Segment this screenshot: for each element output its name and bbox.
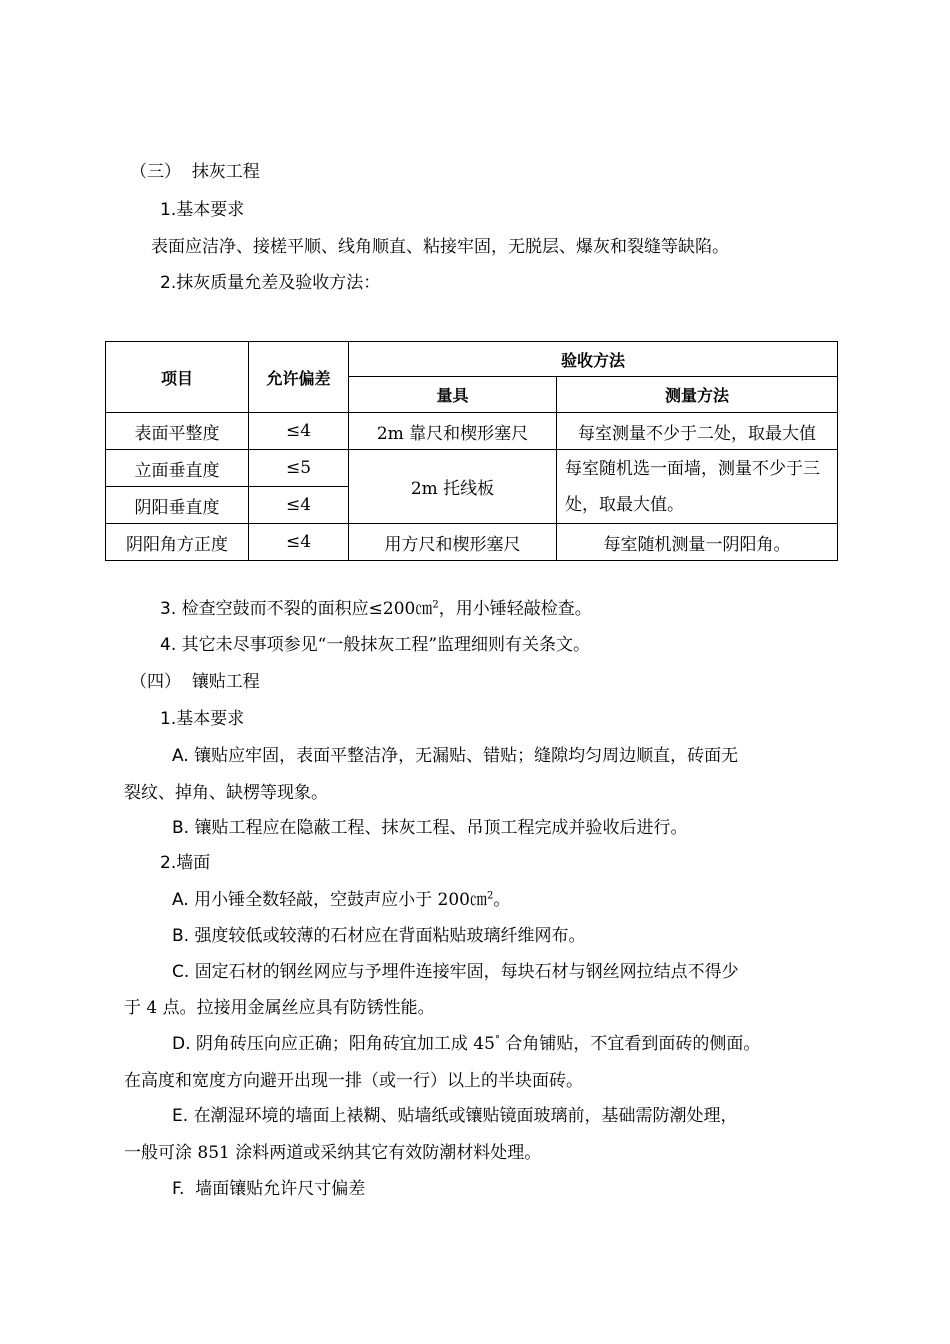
cell-tool: 2m 托线板 — [349, 450, 557, 524]
cell-measure: 每室随机测量一阴阳角。 — [557, 524, 838, 561]
item-label: F. — [172, 1179, 185, 1199]
header-measure: 测量方法 — [557, 377, 838, 413]
paragraph-continuation: 在高度和宽度方向避开出现一排（或一行）以上的半块面砖。 — [124, 1071, 583, 1091]
list-item — [172, 889, 510, 911]
item-label: E. — [172, 1106, 189, 1126]
list-item — [160, 199, 244, 221]
table-header-row — [106, 342, 838, 377]
table-row — [106, 413, 838, 450]
item-text: 基本要求 — [176, 200, 245, 220]
section-heading-plastering — [130, 161, 260, 183]
list-item — [172, 817, 687, 839]
paragraph-continuation: 裂纹、掉角、缺楞等现象。 — [124, 783, 328, 803]
list-item — [172, 961, 739, 983]
section-number: （四） — [130, 672, 181, 692]
list-item — [172, 745, 738, 767]
item-text: 抹灰质量允差及验收方法： — [176, 273, 381, 293]
list-item — [160, 634, 590, 656]
paragraph: 表面应洁净、接槎平顺、线角顺直、粘接牢固，无脱层、爆灰和裂缝等缺陷。 — [151, 237, 729, 257]
item-text: 在潮湿环境的墙面上裱糊、贴墙纸或镶贴镜面玻璃前，基础需防潮处理， — [193, 1106, 738, 1126]
section-title: 镶贴工程 — [191, 672, 260, 692]
plastering-tolerance-table — [105, 341, 838, 561]
section-title: 抹灰工程 — [191, 162, 260, 182]
cell-tolerance: ≤5 — [249, 450, 349, 487]
item-number: 2. — [160, 853, 177, 873]
item-text: 基本要求 — [176, 709, 245, 729]
list-item — [172, 1178, 365, 1200]
item-text-tail: 合角铺贴，不宜看到面砖的侧面。 — [499, 1034, 761, 1054]
item-number: 2. — [160, 273, 177, 293]
item-label: A. — [172, 746, 189, 766]
item-number: 4. — [160, 635, 177, 655]
list-item — [160, 272, 380, 294]
item-text-tail: 。 — [493, 890, 511, 910]
cell-measure: 每室随机选一面墙，测量不少于三处，取最大值。 — [557, 450, 838, 524]
section-heading-tiling — [130, 671, 260, 693]
list-item — [172, 1105, 738, 1127]
item-text: 强度较低或较薄的石材应在背面粘贴玻璃纤维网布。 — [194, 926, 586, 946]
item-label: C. — [172, 962, 190, 982]
item-number: 1. — [160, 709, 177, 729]
degree-sign: ° — [494, 1034, 500, 1046]
item-text: 墙面 — [176, 853, 211, 873]
table-row — [106, 524, 838, 561]
cell-tolerance: ≤4 — [249, 524, 349, 561]
list-item — [160, 598, 592, 620]
item-text: 镶贴工程应在隐蔽工程、抹灰工程、吊顶工程完成并验收后进行。 — [194, 818, 688, 838]
item-text: 检查空鼓而不裂的面积应≤200㎝ — [181, 599, 433, 619]
item-number: 3. — [160, 599, 177, 619]
item-text-tail: ，用小锤轻敲检查。 — [438, 599, 592, 619]
paragraph-continuation: 一般可涂 851 涂料两道或采纳其它有效防潮材料处理。 — [124, 1143, 542, 1163]
item-label: B. — [172, 818, 190, 838]
header-tolerance: 允许偏差 — [249, 342, 349, 413]
header-method: 验收方法 — [349, 342, 838, 377]
list-item — [160, 852, 210, 874]
cell-tolerance: ≤4 — [249, 487, 349, 524]
paragraph-continuation: 于 4 点。拉接用金属丝应具有防锈性能。 — [124, 998, 435, 1018]
item-text: 其它未尽事项参见“一般抹灰工程”监理细则有关条文。 — [181, 635, 591, 655]
item-label: D. — [172, 1034, 191, 1054]
cell-item: 表面平整度 — [106, 413, 249, 450]
item-text: 镶贴应牢固，表面平整洁净，无漏贴、错贴；缝隙均匀周边顺直，砖面无 — [194, 746, 739, 766]
superscript: 2 — [432, 599, 439, 611]
list-item — [172, 1033, 760, 1055]
section-number: （三） — [130, 162, 181, 182]
cell-tolerance: ≤4 — [249, 413, 349, 450]
list-item — [160, 708, 244, 730]
cell-tool: 2m 靠尺和楔形塞尺 — [349, 413, 557, 450]
header-item: 项目 — [106, 342, 249, 413]
superscript: 2 — [487, 890, 494, 902]
header-tool: 量具 — [349, 377, 557, 413]
item-text: 墙面镶贴允许尺寸偏差 — [195, 1179, 366, 1199]
cell-item: 阴阳垂直度 — [106, 487, 249, 524]
list-item — [172, 925, 585, 947]
item-number: 1. — [160, 200, 177, 220]
cell-item: 立面垂直度 — [106, 450, 249, 487]
table-row — [106, 450, 838, 487]
item-text: 用小锤全数轻敲，空鼓声应小于 200㎝ — [194, 890, 487, 910]
item-label: B. — [172, 926, 190, 946]
cell-tool: 用方尺和楔形塞尺 — [349, 524, 557, 561]
cell-item: 阴阳角方正度 — [106, 524, 249, 561]
item-text: 固定石材的钢丝网应与予埋件连接牢固，每块石材与钢丝网拉结点不得少 — [194, 962, 739, 982]
cell-measure: 每室测量不少于二处，取最大值 — [557, 413, 838, 450]
item-text: 阴角砖压向应正确；阳角砖宜加工成 45 — [195, 1034, 495, 1054]
item-label: A. — [172, 890, 189, 910]
